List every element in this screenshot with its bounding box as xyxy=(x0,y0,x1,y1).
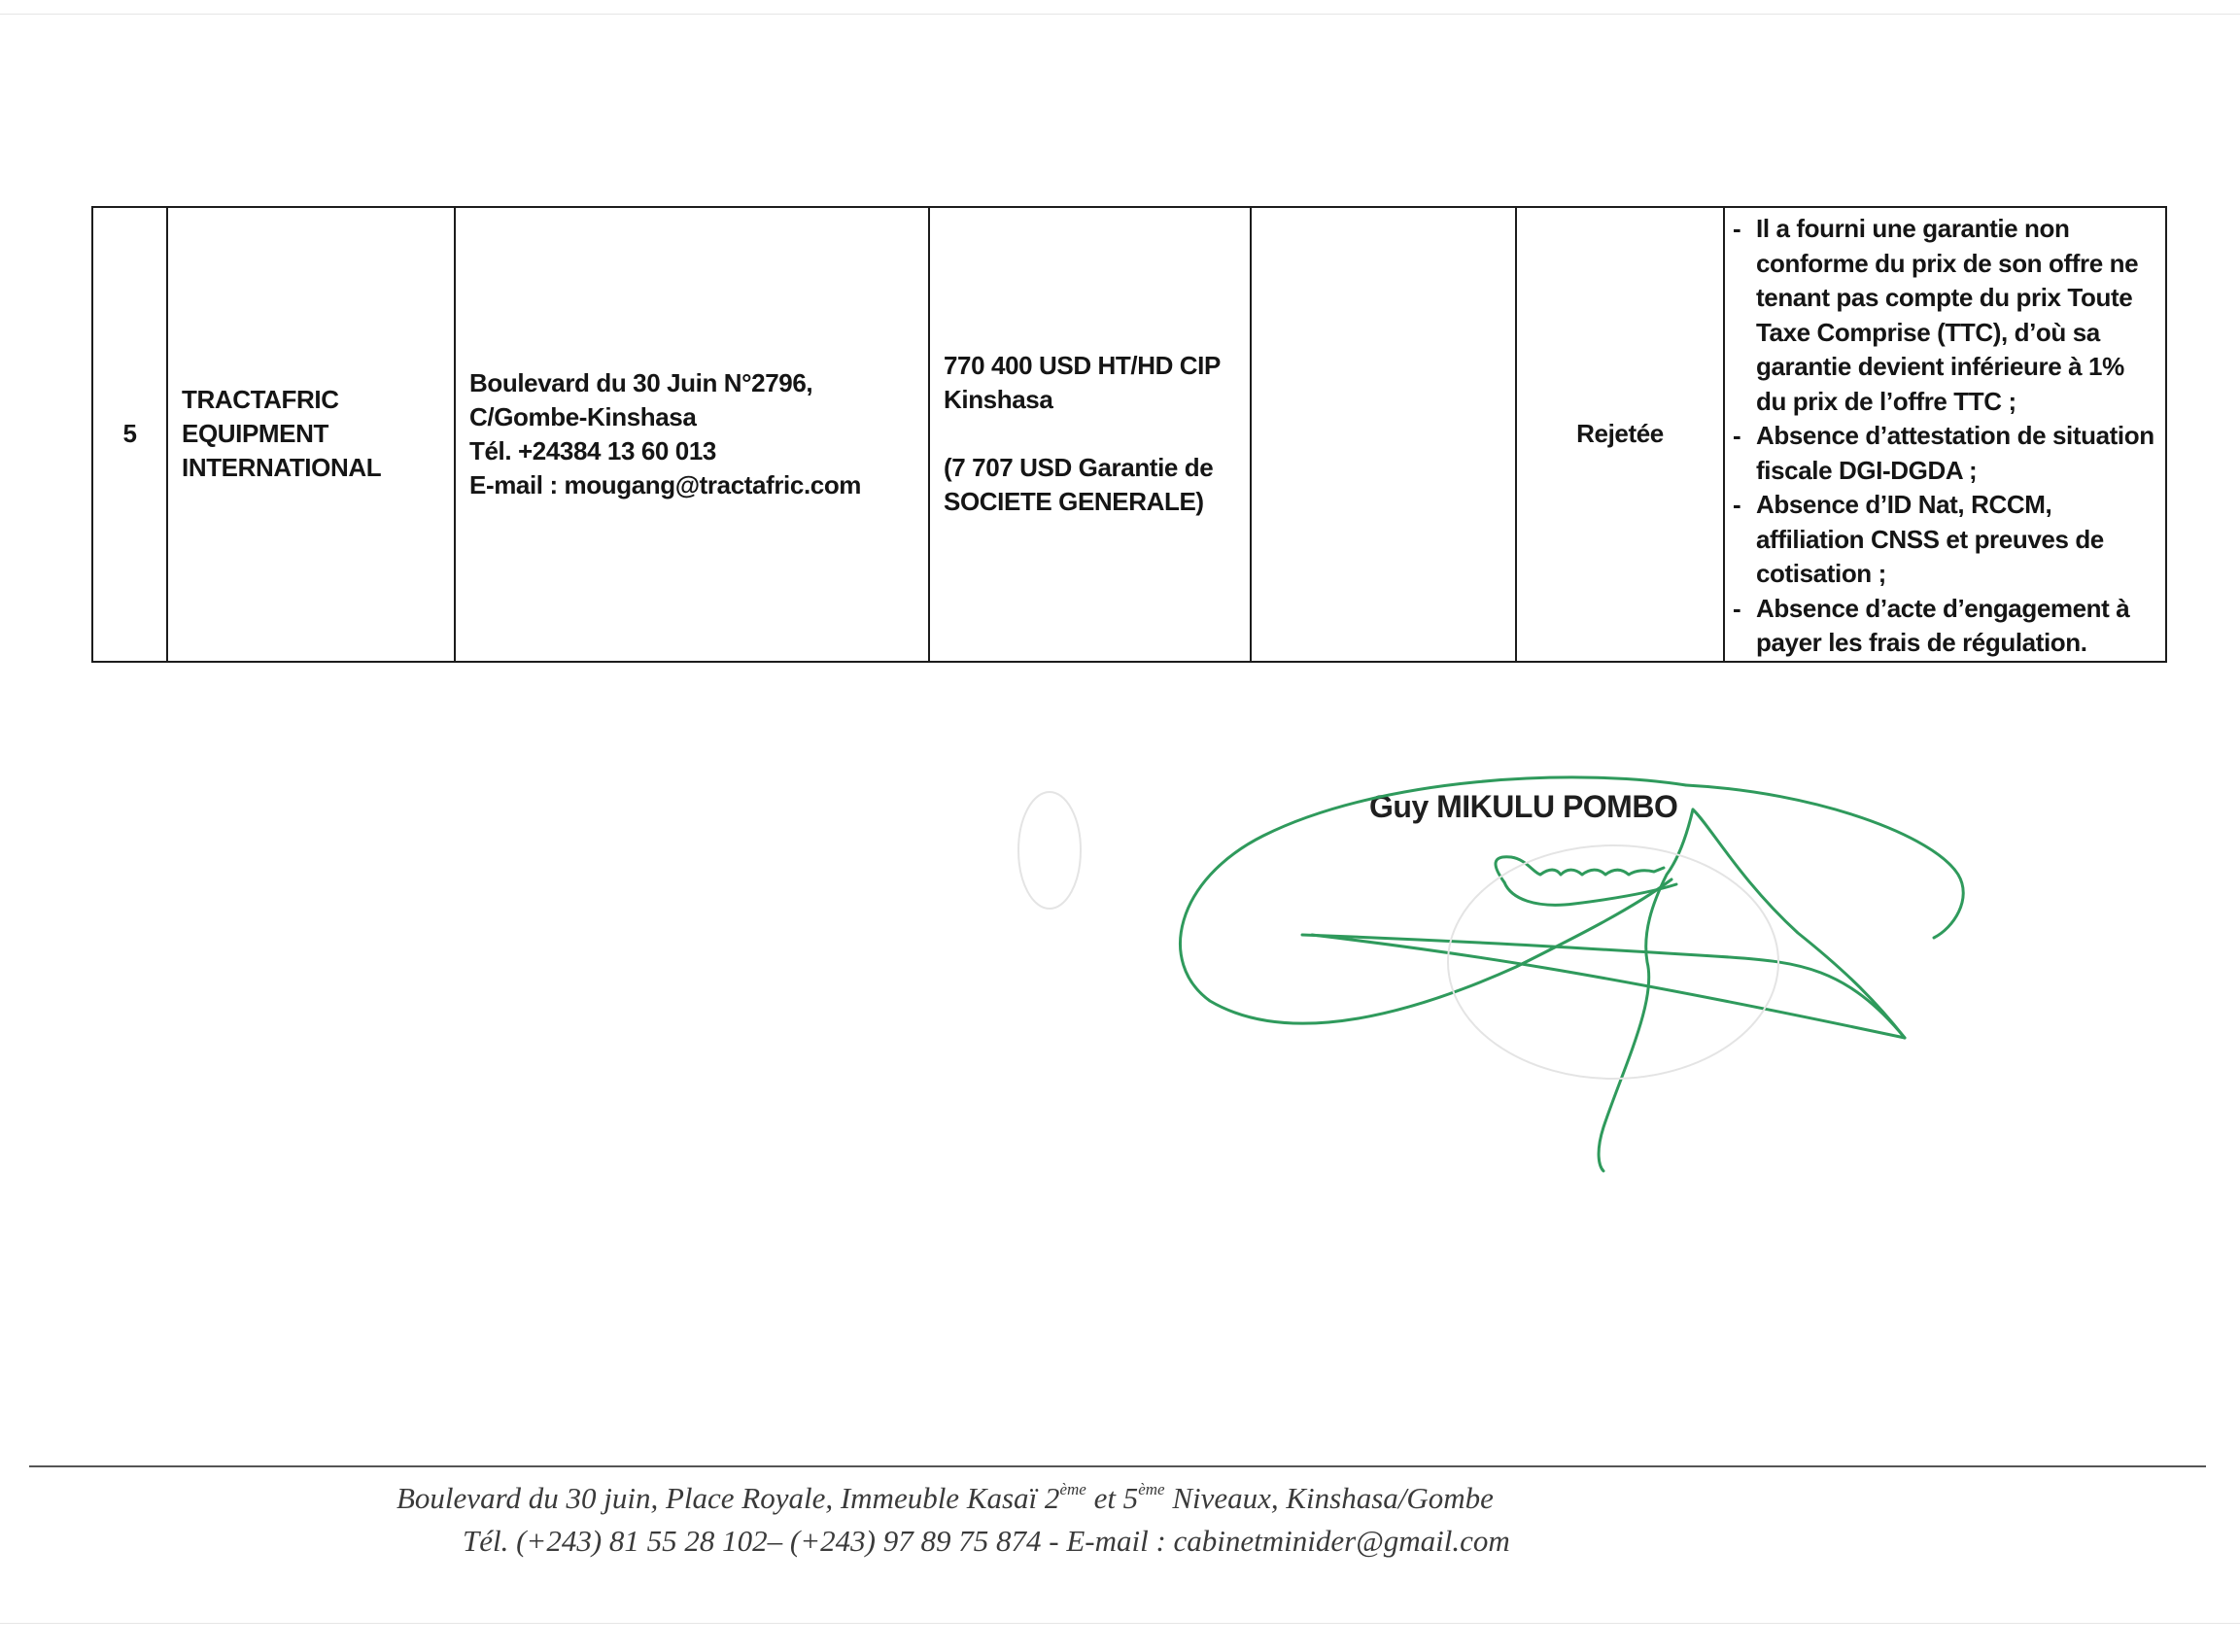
company-name-cell xyxy=(167,207,455,662)
signature-strokes xyxy=(1180,777,1963,1171)
observation-item: - Absence d’ID Nat, RCCM, affiliation CNSS et preuves de cotisation ; xyxy=(1733,490,2104,588)
offer-amount-line: 770 400 USD HT/HD CIP xyxy=(944,351,1221,381)
guarantee-line: (7 707 USD Garantie de xyxy=(944,453,1214,483)
scan-edge-top xyxy=(0,14,2240,15)
observation-item: - Il a fourni une garantie non conforme du prix de son offre ne tenant pas compte du prix Toute Taxe Comprise (TTC), d’où sa garantie devient inférieure à 1% du prix de l’offre TTC ; xyxy=(1733,214,2139,416)
faint-stamp xyxy=(1018,792,1778,1079)
empty-cell xyxy=(1251,207,1516,662)
phone-line: Tél. +24384 13 60 013 xyxy=(469,435,716,465)
signatory-name: Guy MIKULU POMBO xyxy=(1369,789,1678,824)
address-line: Boulevard du 30 Juin N°2796, xyxy=(469,367,813,397)
guarantee-line: SOCIETE GENERALE) xyxy=(944,487,1204,517)
company-name-line: INTERNATIONAL xyxy=(182,453,382,483)
row-number: 5 xyxy=(92,207,167,662)
evaluation-table xyxy=(91,206,2167,663)
footer-address: Boulevard du 30 juin, Place Royale, Immeuble Kasaï 2ème et 5ème Niveaux, Kinshasa/Gombe xyxy=(396,1480,1494,1515)
scan-edge-bottom xyxy=(0,1623,2240,1624)
observation-item: - Absence d’acte d’engagement à payer les frais de régulation. xyxy=(1733,593,2130,657)
email-line: E-mail : mougang@tractafric.com xyxy=(469,469,862,499)
observation-item: - Absence d’attestation de situation fiscale DGI-DGDA ; xyxy=(1733,421,2154,485)
address-line: C/Gombe-Kinshasa xyxy=(469,401,697,431)
footer-divider xyxy=(29,1465,2206,1467)
footer-contact: Tél. (+243) 81 55 28 102– (+243) 97 89 75 874 - E-mail : cabinetminider@gmail.com xyxy=(463,1524,1510,1558)
observations-list xyxy=(1725,212,2155,661)
observations-cell xyxy=(1724,207,2166,662)
offer-amount-line: Kinshasa xyxy=(944,385,1053,415)
decision-cell: Rejetée xyxy=(1516,207,1724,662)
company-name-line: EQUIPMENT xyxy=(182,419,328,449)
address-cell xyxy=(455,207,929,662)
table-row xyxy=(92,207,2166,662)
company-name-line: TRACTAFRIC xyxy=(182,385,339,415)
offer-cell xyxy=(929,207,1251,662)
